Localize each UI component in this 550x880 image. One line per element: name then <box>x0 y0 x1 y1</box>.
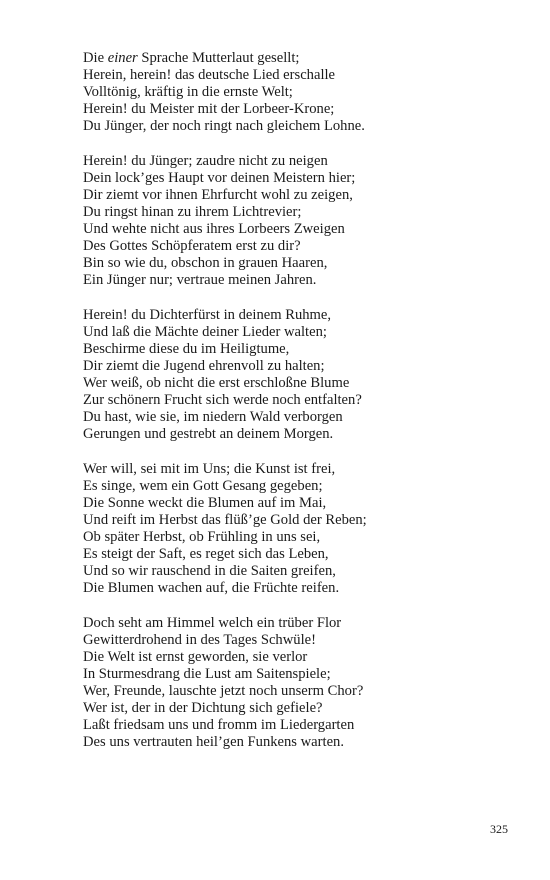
poem-line: Es steigt der Saft, es reget sich das Leben, <box>83 546 329 562</box>
poem-line: Zur schönern Frucht sich werde noch entfalten? <box>83 392 362 408</box>
poem-line: Ein Jünger nur; vertraue meinen Jahren. <box>83 272 317 288</box>
poem-body <box>83 50 523 769</box>
poem-line: Die Welt ist ernst geworden, sie verlor <box>83 649 308 665</box>
poem-line: Und reift im Herbst das flüß’ge Gold der Reben; <box>83 512 367 528</box>
poem-line: Es singe, wem ein Gott Gesang gegeben; <box>83 478 323 494</box>
poem-line: Doch seht am Himmel welch ein trüber Flor <box>83 615 342 631</box>
poem-line: Des uns vertrauten heil’gen Funkens warten. <box>83 734 344 750</box>
poem-line: Dein lock’ges Haupt vor deinen Meistern hier; <box>83 170 356 186</box>
poem-line: Herein! du Jünger; zaudre nicht zu neigen <box>83 153 328 169</box>
poem-line: Und laß die Mächte deiner Lieder walten; <box>83 324 327 340</box>
poem-line: In Sturmesdrang die Lust am Saitenspiele; <box>83 666 331 682</box>
poem-line-text: Die <box>83 50 108 66</box>
stanza <box>83 615 523 751</box>
stanza <box>83 153 523 289</box>
poem-line: Herein! du Meister mit der Lorbeer-Krone; <box>83 101 335 117</box>
stanza <box>83 461 523 597</box>
poem-line: Wer will, sei mit im Uns; die Kunst ist frei, <box>83 461 336 477</box>
poem-line: Gerungen und gestrebt an deinem Morgen. <box>83 426 334 442</box>
poem-line: Gewitterdrohend in des Tages Schwüle! <box>83 632 316 648</box>
poem-line: Und wehte nicht aus ihres Lorbeers Zweigen <box>83 221 345 237</box>
poem-line: Und so wir rauschend in die Saiten greifen, <box>83 563 336 579</box>
emphasized-word: einer <box>107 50 138 66</box>
poem-line: Volltönig, kräftig in die ernste Welt; <box>83 84 293 100</box>
poem-line: Dir ziemt die Jugend ehrenvoll zu halten; <box>83 358 325 374</box>
poem-line: Wer ist, der in der Dichtung sich gefiele? <box>83 700 323 716</box>
poem-line: Herein, herein! das deutsche Lied erschalle <box>83 67 336 83</box>
poem-line: Die Sonne weckt die Blumen auf im Mai, <box>83 495 327 511</box>
poem-line: Des Gottes Schöpferatem erst zu dir? <box>83 238 301 254</box>
poem-line: Laßt friedsam uns und fromm im Liedergarten <box>83 717 355 733</box>
poem-line: Wer, Freunde, lauschte jetzt noch unserm Chor? <box>83 683 364 699</box>
poem-line <box>83 50 523 67</box>
poem-line-text: Sprache Mutterlaut gesellt; <box>137 50 300 66</box>
poem-line: Die Blumen wachen auf, die Früchte reifen. <box>83 580 340 596</box>
poem-line: Wer weiß, ob nicht die erst erschloßne Blume <box>83 375 350 391</box>
stanza <box>83 50 523 135</box>
poem-line: Bin so wie du, obschon in grauen Haaren, <box>83 255 328 271</box>
poem-line: Beschirme diese du im Heiligtume, <box>83 341 290 357</box>
poem-line: Du ringst hinan zu ihrem Lichtrevier; <box>83 204 302 220</box>
page-number: 325 <box>490 822 508 836</box>
poem-line: Du hast, wie sie, im niedern Wald verborgen <box>83 409 343 425</box>
poem-line: Dir ziemt vor ihnen Ehrfurcht wohl zu zeigen, <box>83 187 353 203</box>
stanza <box>83 307 523 443</box>
poem-line: Du Jünger, der noch ringt nach gleichem Lohne. <box>83 118 365 134</box>
poem-line: Herein! du Dichterfürst in deinem Ruhme, <box>83 307 332 323</box>
poem-line: Ob später Herbst, ob Frühling in uns sei, <box>83 529 321 545</box>
